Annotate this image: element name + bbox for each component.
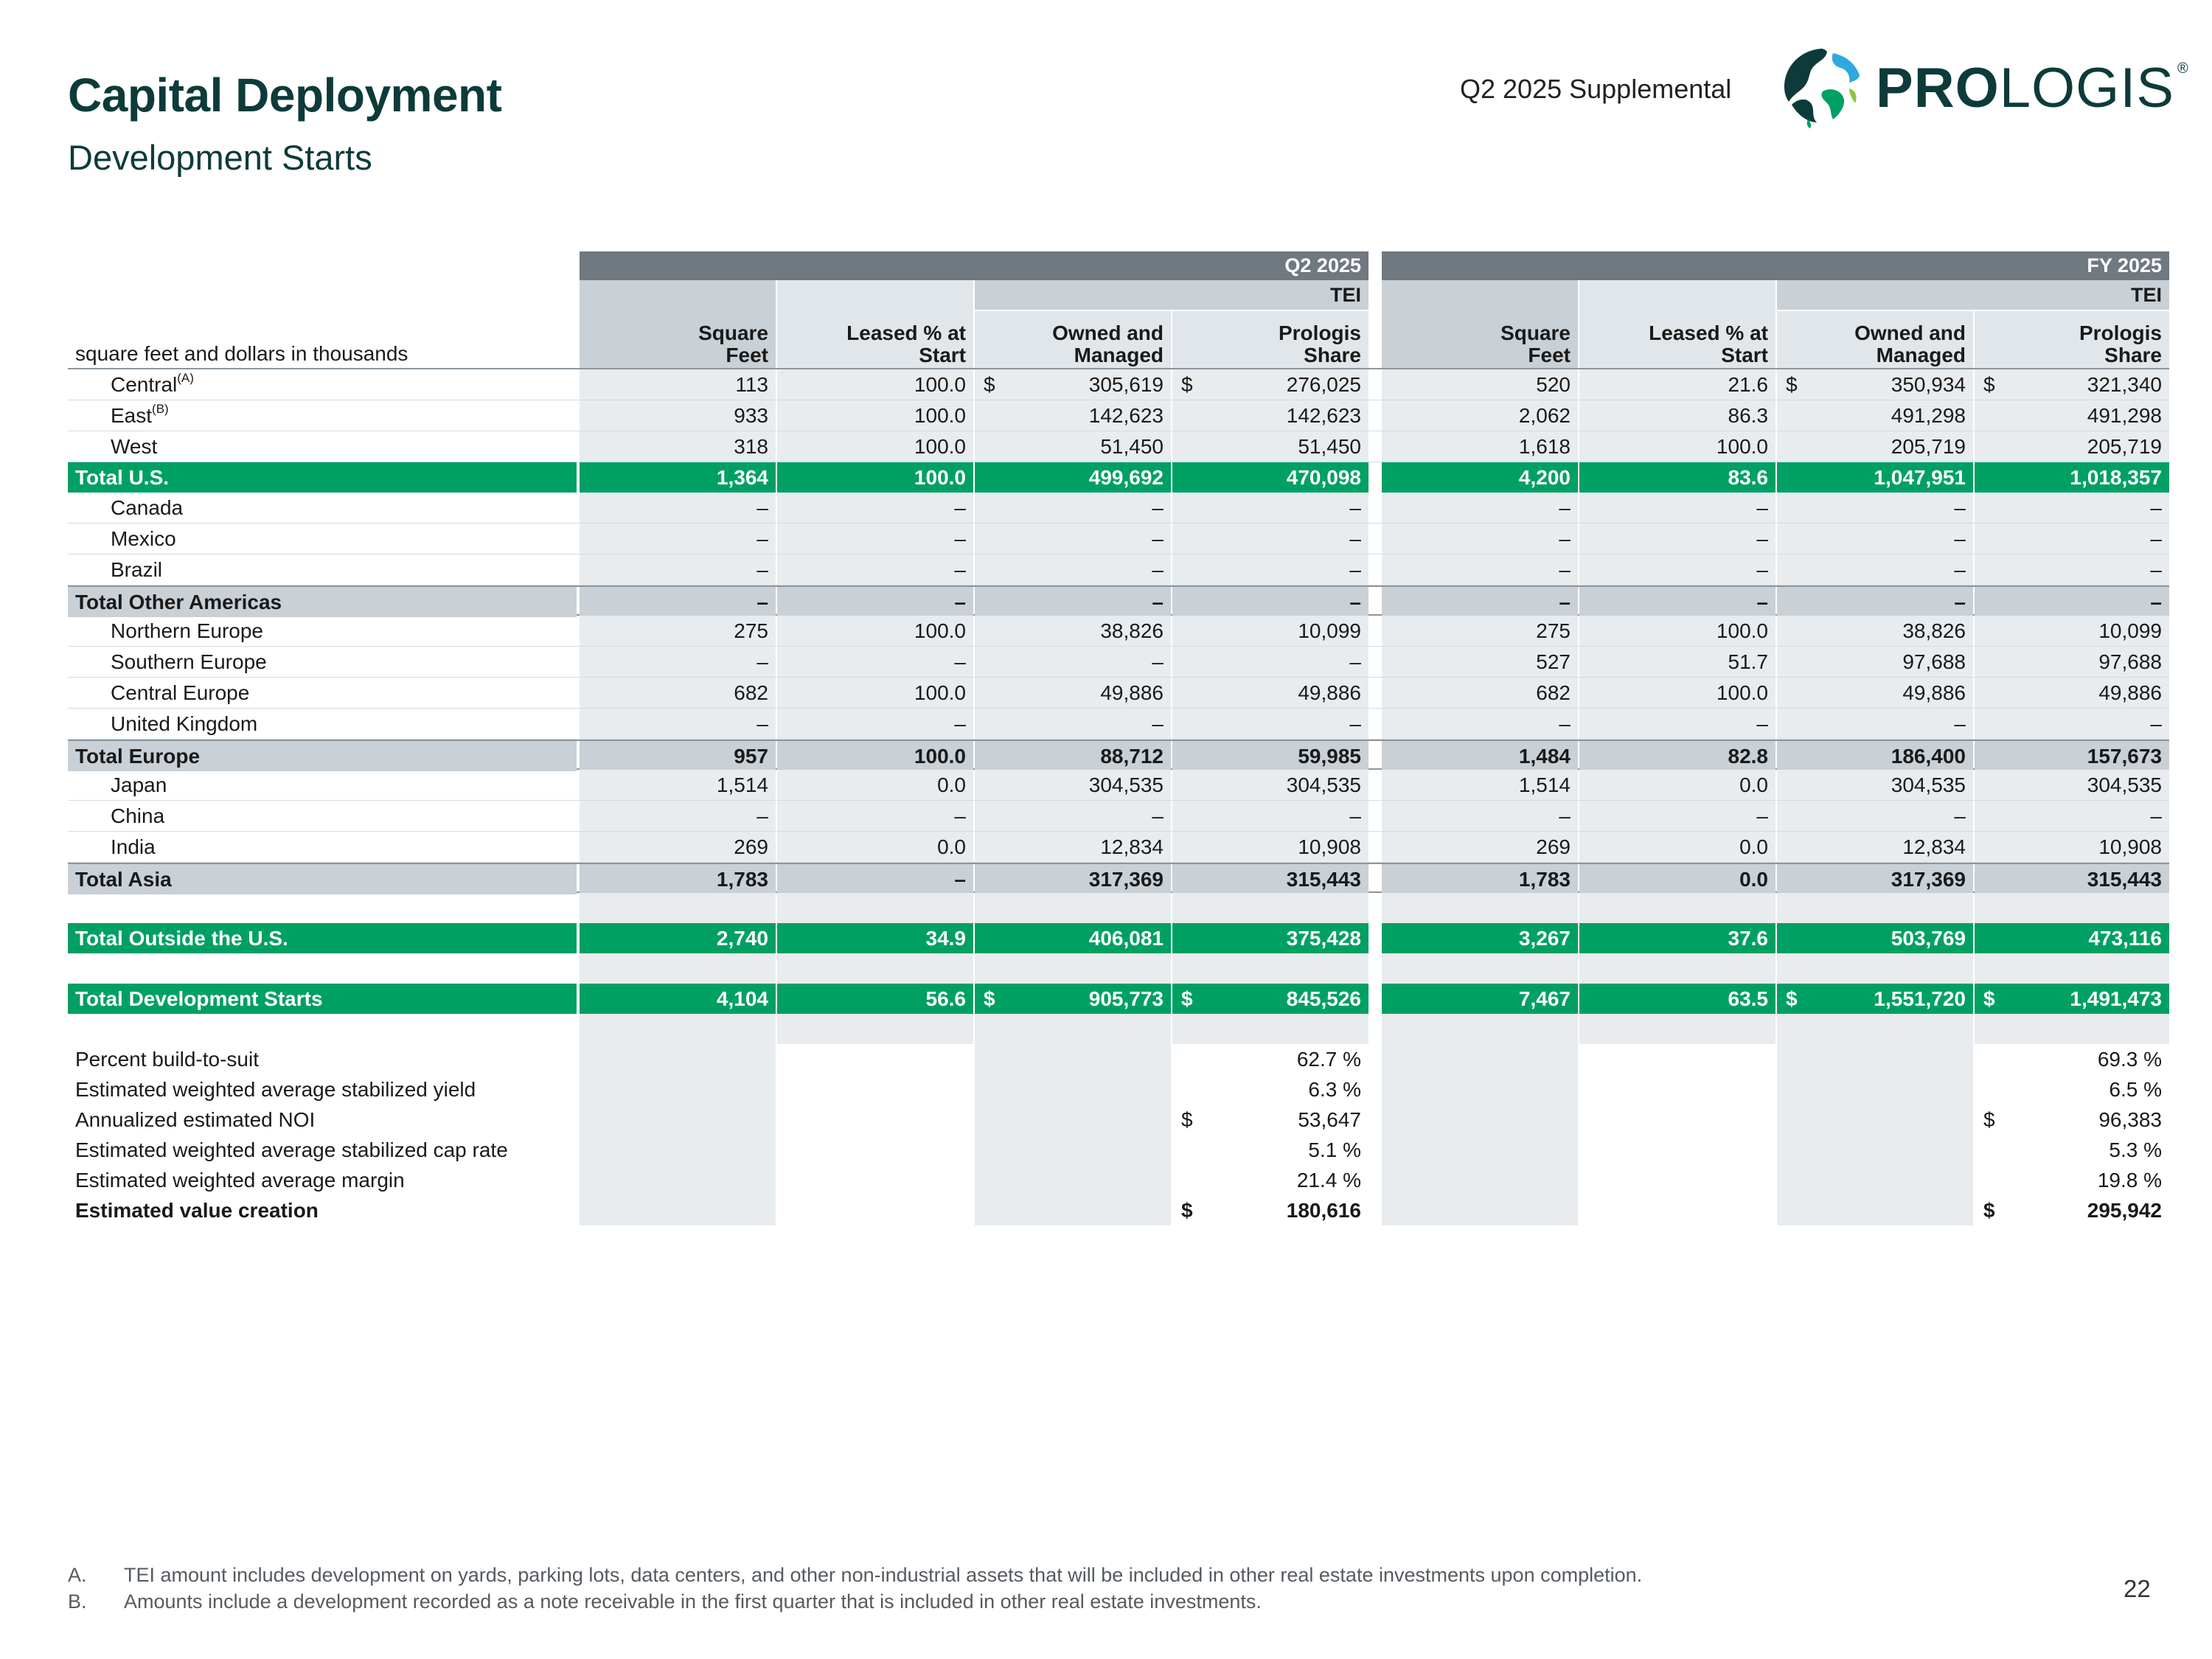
row-label: Total Asia <box>68 864 577 894</box>
table-cell: 0.0 <box>1579 770 1775 800</box>
table-cell: 491,298 <box>1975 400 2169 431</box>
table-cell: 51.7 <box>1579 647 1775 677</box>
table-cell: $ 350,934 <box>1777 369 1973 400</box>
col-leased-fy: Leased % at Start <box>1579 280 1775 369</box>
table-cell: – <box>1382 709 1578 739</box>
table-cell: 10,099 <box>1975 616 2169 646</box>
spacer-row <box>68 1014 2169 1044</box>
globe-icon <box>1778 46 1864 131</box>
metric-fy-value: 69.3 % <box>2097 1048 2162 1071</box>
table-cell: 100.0 <box>1579 616 1775 646</box>
row-label: Total U.S. <box>68 462 577 493</box>
table-cell: 375,428 <box>1172 923 1368 953</box>
table-cell: 1,514 <box>580 770 776 800</box>
table-cell: – <box>1382 554 1578 585</box>
table-cell: – <box>1172 493 1368 523</box>
table-cell: – <box>975 493 1171 523</box>
table-cell: 100.0 <box>777 741 973 771</box>
table-row <box>68 462 2169 493</box>
col-share-fy: Prologis Share <box>1975 311 2169 369</box>
table-cell: 0.0 <box>777 770 973 800</box>
row-label: United Kingdom <box>111 712 258 735</box>
footnotes <box>68 1562 1642 1615</box>
table-cell: – <box>975 587 1171 617</box>
table-cell: 49,886 <box>975 678 1171 708</box>
table-cell: 186,400 <box>1777 741 1973 771</box>
col-leased-q2: Leased % at Start <box>777 280 973 369</box>
table-cell: 315,443 <box>1172 864 1368 894</box>
table-row <box>68 369 2169 400</box>
table-cell: 315,443 <box>1975 864 2169 894</box>
table-cell: 1,484 <box>1382 741 1578 771</box>
table-cell: 51,450 <box>975 431 1171 462</box>
table-cell: – <box>1975 524 2169 554</box>
table-cell: – <box>1579 587 1775 617</box>
table-cell: 34.9 <box>777 923 973 953</box>
table-cell: 406,081 <box>975 923 1171 953</box>
row-label: West <box>111 435 158 458</box>
table-cell: 142,623 <box>975 400 1171 431</box>
table-row <box>68 678 2169 709</box>
table-cell: 49,886 <box>1777 678 1973 708</box>
table-cell: – <box>580 801 776 831</box>
table-cell: $ 845,526 <box>1172 984 1368 1014</box>
metric-row <box>68 1195 2169 1225</box>
metric-fy-value: $ 295,942 <box>1983 1199 2162 1222</box>
table-cell: 100.0 <box>1579 431 1775 462</box>
col-owned-q2: Owned and Managed <box>975 311 1171 369</box>
table-cell: – <box>580 493 776 523</box>
table-cell: 100.0 <box>1579 678 1775 708</box>
row-label: Total Europe <box>68 741 577 771</box>
table-cell: 205,719 <box>1975 431 2169 462</box>
table-cell: – <box>580 709 776 739</box>
row-label: Central Europe <box>111 681 250 704</box>
development-starts-table <box>68 251 2169 1225</box>
table-cell: 97,688 <box>1777 647 1973 677</box>
table-row <box>68 984 2169 1014</box>
table-cell: 317,369 <box>1777 864 1973 894</box>
table-cell: – <box>777 801 973 831</box>
table-cell: 38,826 <box>975 616 1171 646</box>
table-cell: 142,623 <box>1172 400 1368 431</box>
table-cell: $ 276,025 <box>1172 369 1368 400</box>
metric-row <box>68 1105 2169 1135</box>
table-cell: – <box>1975 801 2169 831</box>
table-cell: – <box>777 587 973 617</box>
metric-q2-value: 62.7 % <box>1296 1048 1361 1071</box>
table-cell: $ 1,491,473 <box>1975 984 2169 1014</box>
table-cell: – <box>1172 709 1368 739</box>
metric-fy-value: 6.5 % <box>2109 1078 2162 1101</box>
row-label: Central$^{(A)}$ <box>111 371 194 396</box>
table-cell: – <box>1975 709 2169 739</box>
table-cell: 275 <box>1382 616 1578 646</box>
table-cell: – <box>1382 493 1578 523</box>
table-row <box>68 616 2169 647</box>
table-cell: 59,985 <box>1172 741 1368 771</box>
table-cell: 1,783 <box>1382 864 1578 894</box>
table-cell: – <box>1172 524 1368 554</box>
table-cell: 499,692 <box>975 462 1171 493</box>
metric-label: Estimated weighted average margin <box>75 1169 405 1192</box>
table-cell: 1,514 <box>1382 770 1578 800</box>
period-q2-header: Q2 2025 <box>580 251 1368 280</box>
table-cell: 304,535 <box>1172 770 1368 800</box>
table-cell: – <box>1975 587 2169 617</box>
table-cell: 63.5 <box>1579 984 1775 1014</box>
table-cell: 491,298 <box>1777 400 1973 431</box>
table-cell: 4,104 <box>580 984 776 1014</box>
col-share-q2: Prologis Share <box>1172 311 1368 369</box>
metric-fy-value: 5.3 % <box>2109 1138 2162 1161</box>
row-label: Canada <box>111 496 184 519</box>
supplemental-label: Q2 2025 Supplemental <box>1460 74 1732 104</box>
period-fy-header: FY 2025 <box>1382 251 2169 280</box>
table-cell: – <box>1579 801 1775 831</box>
metric-row <box>68 1044 2169 1074</box>
table-cell: 38,826 <box>1777 616 1973 646</box>
units-label: square feet and dollars in thousands <box>75 342 408 365</box>
table-cell: 12,834 <box>1777 832 1973 862</box>
row-label: Southern Europe <box>111 650 267 673</box>
col-square-feet-fy: Square Feet <box>1382 280 1578 369</box>
metric-fy-value: 19.8 % <box>2097 1169 2162 1192</box>
table-cell: – <box>777 709 973 739</box>
metric-q2-value: 6.3 % <box>1308 1078 1361 1101</box>
table-cell: 7,467 <box>1382 984 1578 1014</box>
table-cell: – <box>1172 801 1368 831</box>
table-cell: – <box>580 524 776 554</box>
spacer-row <box>68 953 2169 984</box>
table-cell: $ 305,619 <box>975 369 1171 400</box>
table-row <box>68 431 2169 462</box>
table-row <box>68 923 2169 953</box>
table-cell: – <box>1777 493 1973 523</box>
table-cell: 37.6 <box>1579 923 1775 953</box>
table-row <box>68 709 2169 740</box>
table-row <box>68 524 2169 554</box>
table-cell: 100.0 <box>777 678 973 708</box>
col-square-feet-q2: Square Feet <box>580 280 776 369</box>
table-cell: 205,719 <box>1777 431 1973 462</box>
table-row <box>68 863 2169 893</box>
table-cell: – <box>1579 554 1775 585</box>
table-row <box>68 770 2169 801</box>
table-cell: 100.0 <box>777 616 973 646</box>
table-cell: 3,267 <box>1382 923 1578 953</box>
col-owned-fy: Owned and Managed <box>1777 311 1973 369</box>
table-cell: – <box>1975 493 2169 523</box>
table-cell: $ 321,340 <box>1975 369 2169 400</box>
table-cell: 304,535 <box>1777 770 1973 800</box>
table-cell: 269 <box>1382 832 1578 862</box>
table-cell: – <box>1777 587 1973 617</box>
table-cell: $ 1,551,720 <box>1777 984 1973 1014</box>
row-label: Total Other Americas <box>68 587 577 617</box>
table-cell: 86.3 <box>1579 400 1775 431</box>
table-cell: – <box>975 647 1171 677</box>
table-cell: 157,673 <box>1975 741 2169 771</box>
table-cell: 4,200 <box>1382 462 1578 493</box>
table-cell: – <box>1579 709 1775 739</box>
table-cell: – <box>1382 524 1578 554</box>
metric-row <box>68 1135 2169 1165</box>
table-cell: 49,886 <box>1975 678 2169 708</box>
table-cell: 10,908 <box>1172 832 1368 862</box>
table-cell: 97,688 <box>1975 647 2169 677</box>
metric-label: Percent build-to-suit <box>75 1048 260 1071</box>
column-header-block <box>68 280 2169 369</box>
table-cell: – <box>1777 801 1973 831</box>
table-cell: – <box>1777 524 1973 554</box>
table-cell: – <box>580 554 776 585</box>
table-cell: – <box>580 647 776 677</box>
row-label: Total Development Starts <box>68 984 577 1014</box>
table-cell: 21.6 <box>1579 369 1775 400</box>
table-cell: – <box>1172 587 1368 617</box>
page-number: 22 <box>2124 1575 2151 1602</box>
period-header-row <box>68 251 2169 280</box>
table-cell: 682 <box>580 678 776 708</box>
metric-q2-value: 5.1 % <box>1308 1138 1361 1161</box>
table-cell: 503,769 <box>1777 923 1973 953</box>
row-label: Northern Europe <box>111 619 264 642</box>
metric-row <box>68 1165 2169 1195</box>
metric-label: Estimated weighted average stabilized yield <box>75 1078 476 1101</box>
table-cell: 10,099 <box>1172 616 1368 646</box>
table-cell: – <box>1579 524 1775 554</box>
table-cell: 12,834 <box>975 832 1171 862</box>
row-label: Brazil <box>111 558 163 581</box>
table-row <box>68 647 2169 678</box>
row-label: Japan <box>111 773 167 796</box>
table-cell: – <box>1975 554 2169 585</box>
table-cell: 470,098 <box>1172 462 1368 493</box>
row-label: India <box>111 835 156 858</box>
table-cell: 473,116 <box>1975 923 2169 953</box>
table-row <box>68 554 2169 585</box>
table-cell: 51,450 <box>1172 431 1368 462</box>
table-cell: 1,618 <box>1382 431 1578 462</box>
metric-label: Annualized estimated NOI <box>75 1108 316 1131</box>
row-label: East$^{(B)}$ <box>111 402 169 427</box>
metric-label: Estimated weighted average stabilized cap rate <box>75 1138 508 1161</box>
table-cell: – <box>1382 801 1578 831</box>
table-cell: – <box>975 524 1171 554</box>
table-cell: 957 <box>580 741 776 771</box>
metric-q2-value: 21.4 % <box>1296 1169 1361 1192</box>
table-cell: 10,908 <box>1975 832 2169 862</box>
table-cell: 275 <box>580 616 776 646</box>
table-cell: $ 905,773 <box>975 984 1171 1014</box>
footnote-a: A. TEI amount includes development on yards, parking lots, data centers, and other non-industrial assets that will be included in other real estate investments upon completion. <box>68 1564 1643 1586</box>
metric-label: Estimated value creation <box>75 1199 319 1222</box>
spacer-row <box>68 893 2169 923</box>
table-cell: 933 <box>580 400 776 431</box>
table-cell: – <box>975 709 1171 739</box>
table-cell: 100.0 <box>777 431 973 462</box>
table-cell: 317,369 <box>975 864 1171 894</box>
table-cell: – <box>777 493 973 523</box>
tei-header-q2: TEI <box>975 280 1368 310</box>
row-label: Mexico <box>111 527 176 550</box>
row-label: Total Outside the U.S. <box>68 923 577 953</box>
table-cell: 2,740 <box>580 923 776 953</box>
table-row <box>68 740 2169 770</box>
table-cell: 100.0 <box>777 400 973 431</box>
table-cell: 304,535 <box>1975 770 2169 800</box>
table-cell: 304,535 <box>975 770 1171 800</box>
page-subtitle: Development Starts <box>68 138 372 177</box>
table-cell: 49,886 <box>1172 678 1368 708</box>
table-row <box>68 400 2169 431</box>
table-cell: – <box>777 864 973 894</box>
table-row <box>68 493 2169 524</box>
table-cell: 269 <box>580 832 776 862</box>
tei-header-fy: TEI <box>1777 280 2169 310</box>
table-cell: 1,783 <box>580 864 776 894</box>
table-cell: 83.6 <box>1579 462 1775 493</box>
table-cell: – <box>1777 554 1973 585</box>
table-cell: 0.0 <box>777 832 973 862</box>
table-cell: 527 <box>1382 647 1578 677</box>
table-cell: 682 <box>1382 678 1578 708</box>
table-cell: – <box>1382 587 1578 617</box>
table-cell: 100.0 <box>777 369 973 400</box>
table-cell: – <box>580 587 776 617</box>
table-cell: 82.8 <box>1579 741 1775 771</box>
footnote-b: B. Amounts include a development recorded as a note receivable in the first quarter that is included in other real estate investments. <box>68 1590 1262 1613</box>
table-cell: – <box>1777 709 1973 739</box>
table-row <box>68 832 2169 863</box>
prologis-logo <box>1778 46 2189 133</box>
table-cell: – <box>777 554 973 585</box>
metric-fy-value: $ 96,383 <box>1983 1108 2162 1131</box>
table-cell: – <box>1172 647 1368 677</box>
metric-row <box>68 1074 2169 1105</box>
table-cell: 0.0 <box>1579 832 1775 862</box>
table-cell: – <box>777 647 973 677</box>
table-row <box>68 801 2169 832</box>
table-cell: – <box>975 554 1171 585</box>
page-title: Capital Deployment <box>68 69 502 122</box>
table-cell: 2,062 <box>1382 400 1578 431</box>
table-cell: 113 <box>580 369 776 400</box>
table-cell: 100.0 <box>777 462 973 493</box>
table-row <box>68 585 2169 616</box>
table-cell: 520 <box>1382 369 1578 400</box>
table-cell: 88,712 <box>975 741 1171 771</box>
table-cell: 56.6 <box>777 984 973 1014</box>
table-cell: – <box>1579 493 1775 523</box>
row-label: China <box>111 804 165 827</box>
table-cell: 0.0 <box>1579 864 1775 894</box>
metric-q2-value: $ 53,647 <box>1181 1108 1361 1131</box>
table-cell: – <box>1172 554 1368 585</box>
table-cell: 318 <box>580 431 776 462</box>
table-cell: 1,364 <box>580 462 776 493</box>
metric-q2-value: $ 180,616 <box>1181 1199 1361 1222</box>
table-cell: – <box>975 801 1171 831</box>
table-cell: 1,018,357 <box>1975 462 2169 493</box>
table-cell: 1,047,951 <box>1777 462 1973 493</box>
table-cell: – <box>777 524 973 554</box>
logo-wordmark: PROLOGIS ® <box>1876 57 2189 119</box>
